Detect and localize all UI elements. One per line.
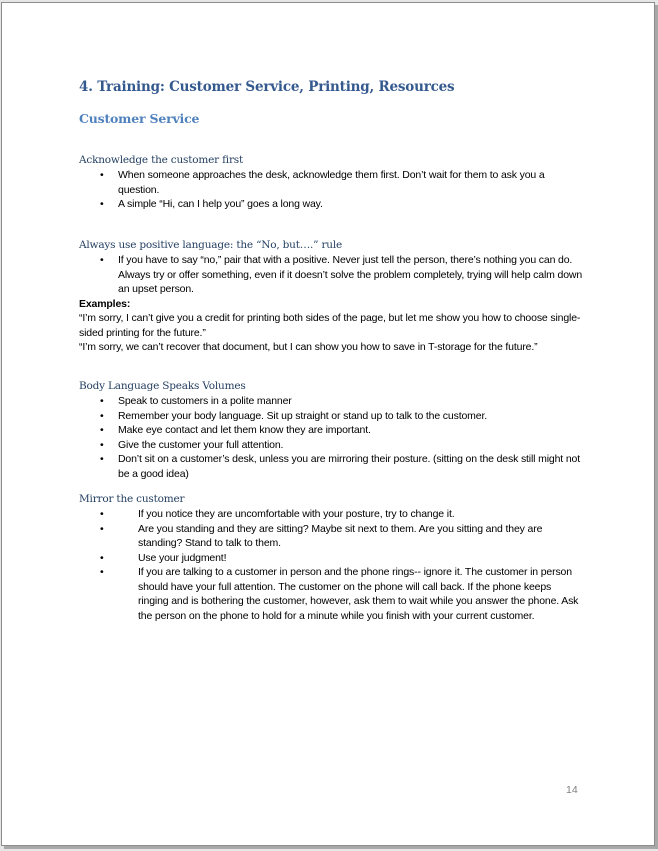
bullet-icon: • xyxy=(100,409,104,422)
bullet-icon: • xyxy=(100,522,104,535)
bullet-icon: • xyxy=(100,395,104,407)
list-item: • Are you standing and they are sitting? Maybe sit next to them. Are you sitting and they are standing? Stand to talk to them. xyxy=(100,522,543,549)
section-acknowledge xyxy=(79,153,584,212)
bullet-list xyxy=(79,253,584,297)
bullet-icon: • xyxy=(100,508,104,520)
bullet-icon: • xyxy=(100,453,104,465)
chapter-heading: 4. Training: Customer Service, Printing, Resources xyxy=(79,79,455,95)
bullet-list xyxy=(79,168,584,212)
list-item: • Give the customer your full attention. xyxy=(100,438,284,451)
list-item: • Don’t sit on a customer’s desk, unless you are mirroring their posture. (sitting on the desk still might not be a good idea) xyxy=(100,453,580,480)
list-item: • When someone approaches the desk, acknowledge them first. Don’t wait for them to ask you a question. xyxy=(100,169,545,196)
list-item: • If you have to say “no,” pair that with a positive. Never just tell the person, there’s nothing you can do. Always try or offer something, even if it doesn’t solve the problem completely, trying will help calm down an upset person. xyxy=(100,254,583,295)
bullet-icon: • xyxy=(100,551,104,564)
section-body-language xyxy=(79,379,584,481)
bullet-list xyxy=(79,507,584,623)
bullet-icon: • xyxy=(100,198,104,210)
list-item: • If you notice they are uncomfortable with your posture, try to change it. xyxy=(100,508,455,520)
examples-label: Examples: xyxy=(79,297,131,310)
example-quote: “I’m sorry, I can’t give you a credit for printing both sides of the page, but let me show you how to choose single-sided printing for the future.” xyxy=(79,312,581,339)
list-item: • A simple “Hi, can I help you” goes a long way. xyxy=(100,198,323,210)
section-title: Body Language Speaks Volumes xyxy=(79,380,246,392)
list-item: • Remember your body language. Sit up straight or stand up to talk to the customer. xyxy=(100,409,487,422)
section-positive-language xyxy=(79,238,584,355)
bullet-icon: • xyxy=(100,424,104,436)
document-page xyxy=(1,2,655,846)
bullet-icon: • xyxy=(100,169,104,181)
bullet-icon: • xyxy=(100,566,104,578)
list-item: • If you are talking to a customer in person and the phone rings-- ignore it. The customer in person should have your full attention. The customer on the phone will call back. If the phone keeps ringing and is bothering the customer, however, ask them to wait while you answer the phone. Ask the person on the phone to hold for a minute while you finish with your current customer. xyxy=(100,566,579,622)
section-heading: Customer Service xyxy=(79,111,200,126)
section-title: Mirror the customer xyxy=(79,493,185,505)
list-item: • Make eye contact and let them know they are important. xyxy=(100,424,371,436)
list-item: • Speak to customers in a polite manner xyxy=(100,395,292,407)
example-quote: “I’m sorry, we can’t recover that document, but I can show you how to save in T-storage for the future.” xyxy=(79,341,538,353)
list-item: • Use your judgment! xyxy=(100,551,227,564)
bullet-icon: • xyxy=(100,438,104,451)
page-number: 14 xyxy=(566,784,578,796)
section-title: Always use positive language: the “No, but….” rule xyxy=(79,239,343,251)
section-mirror-customer xyxy=(79,492,584,623)
bullet-list xyxy=(79,394,584,481)
bullet-icon: • xyxy=(100,254,104,266)
section-title: Acknowledge the customer first xyxy=(79,154,243,166)
